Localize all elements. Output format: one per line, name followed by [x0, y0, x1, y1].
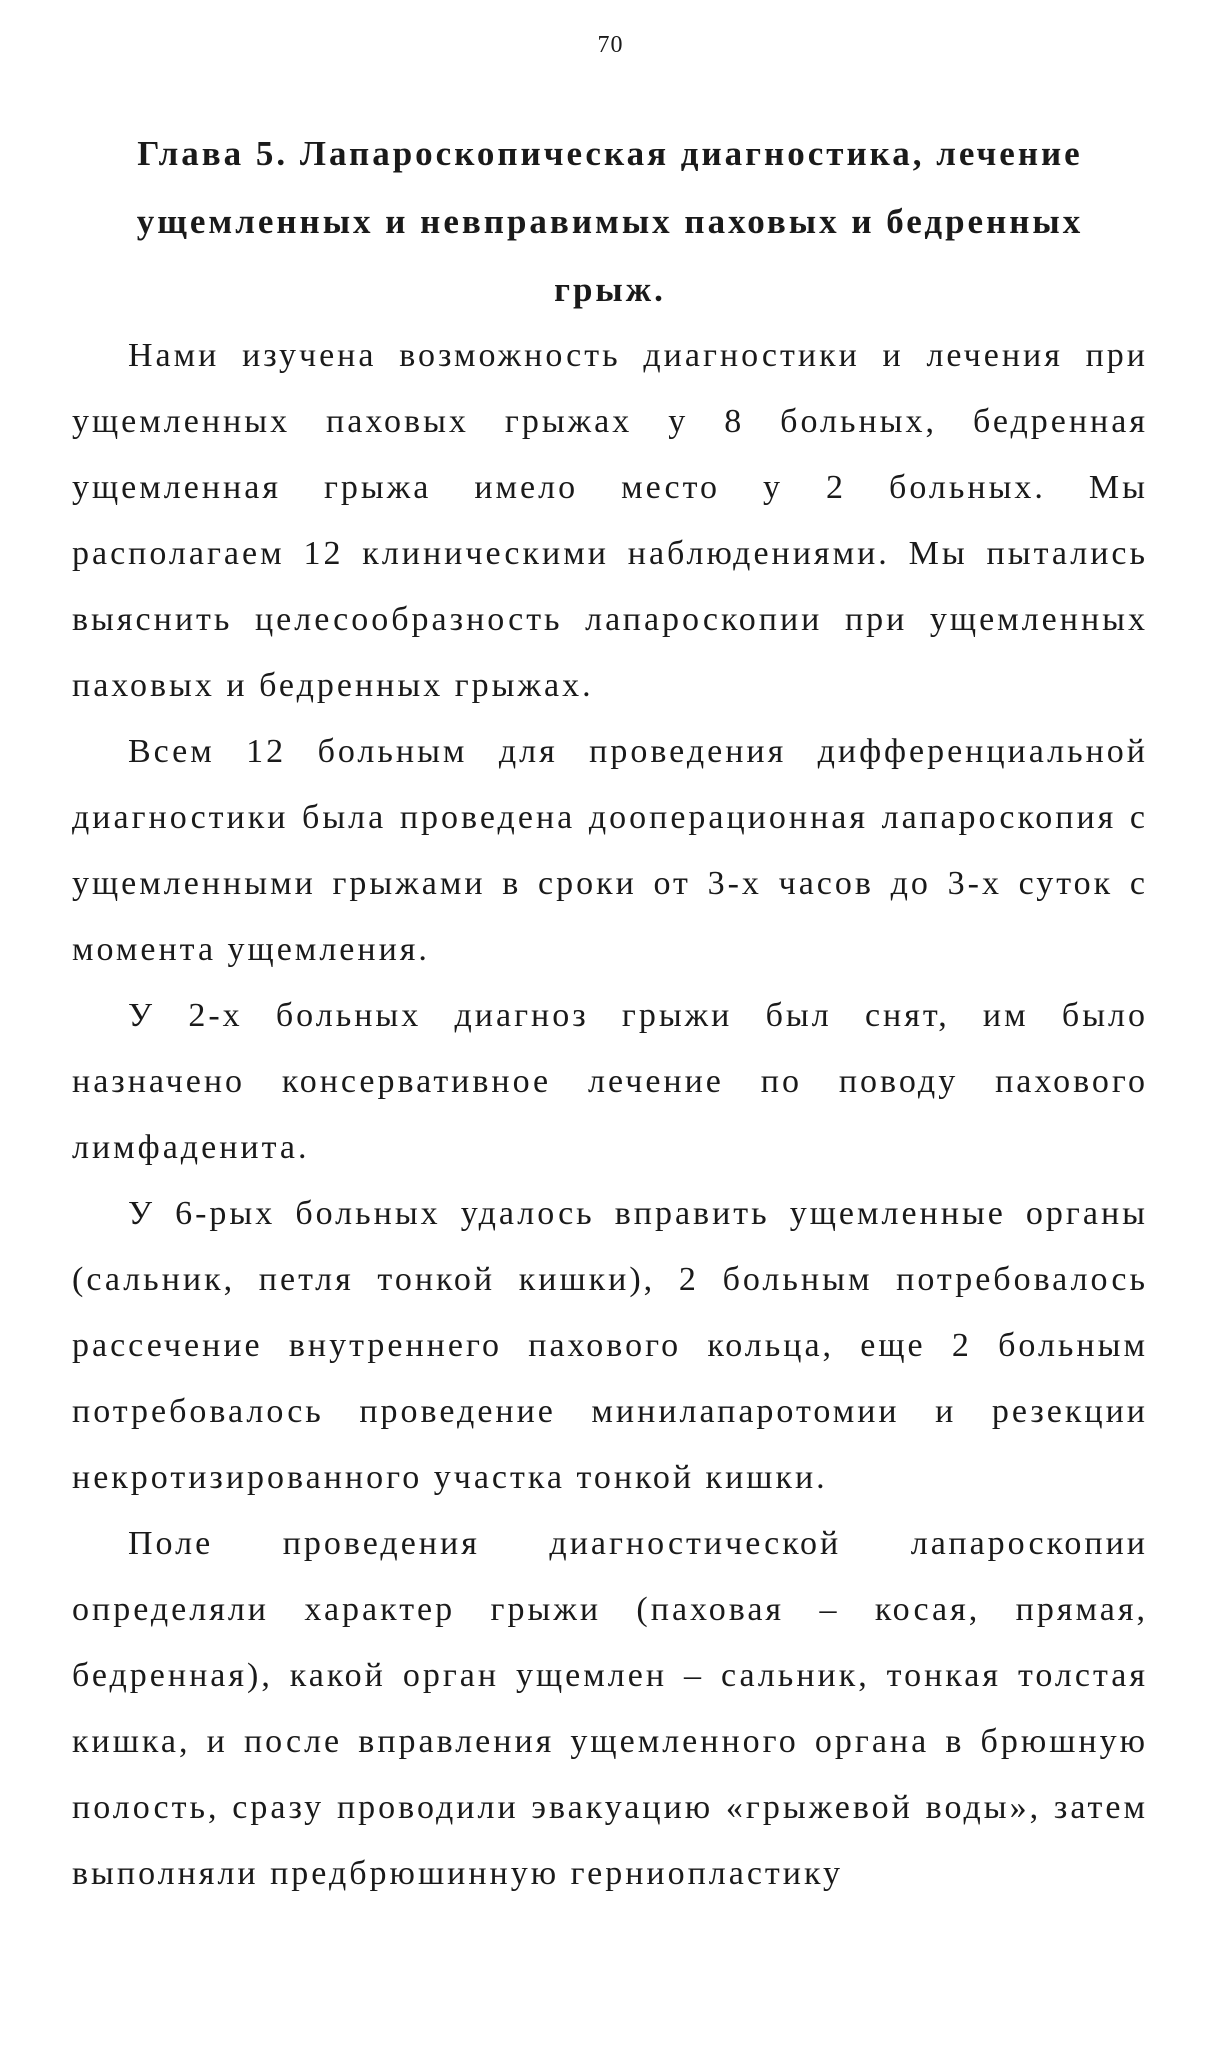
paragraph-5: Поле проведения диагностической лапароскопии определяли характер грыжи (паховая – косая, прямая, бедренная), какой орган ущемлен – сальник, тонкая толстая кишка, и после вправления ущемленного органа в брюшную полость, сразу проводили эвакуацию «грыжевой воды», затем выполняли предбрюшинную герниопластику	[72, 1525, 1148, 1892]
body-text	[72, 323, 1148, 1907]
page-number: 70	[597, 32, 624, 58]
chapter-title: Глава 5. Лапароскопическая диагностика, лечение ущемленных и невправимых паховых и бедренных грыж.	[136, 134, 1084, 309]
paragraph-2: Всем 12 больным для проведения дифференциальной диагностики была проведена дооперационная лапароскопия с ущемленными грыжами в сроки от 3-х часов до 3-х суток с момента ущемления.	[72, 733, 1148, 968]
paragraph-3: У 2-х больных диагноз грыжи был снят, им было назначено консервативное лечение по поводу пахового лимфаденита.	[72, 997, 1148, 1166]
paragraph-1: Нами изучена возможность диагностики и лечения при ущемленных паховых грыжах у 8 больных, бедренная ущемленная грыжа имело место у 2 больных. Мы располагаем 12 клиническими наблюдениями. Мы пытались выяснить целесообразность лапароскопии при ущемленных паховых и бедренных грыжах.	[72, 337, 1148, 704]
paragraph-4: У 6-рых больных удалось вправить ущемленные органы (сальник, петля тонкой кишки), 2 больным потребовалось рассечение внутреннего пахового кольца, еще 2 больным потребовалось проведение минилапаротомии и резекции некротизированного участка тонкой кишки.	[72, 1195, 1148, 1496]
